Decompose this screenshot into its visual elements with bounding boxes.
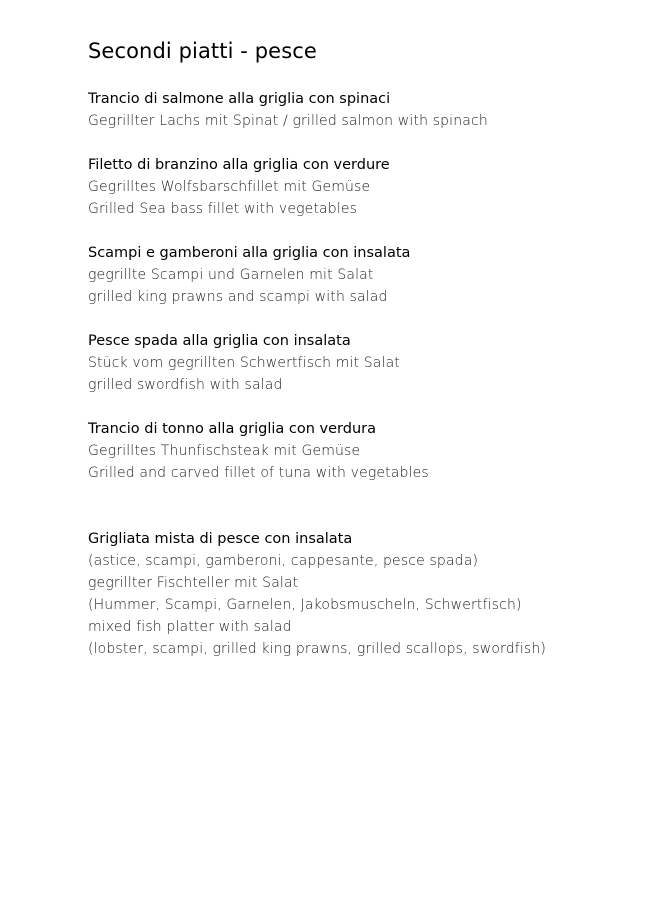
dish-description: Grilled and carved fillet of tuna with vegetables <box>88 465 429 481</box>
dish-name: Scampi e gamberoni alla griglia con insalata <box>88 245 411 261</box>
menu-item <box>88 330 628 396</box>
dish-description: (lobster, scampi, grilled king prawns, grilled scallops, swordfish) <box>88 641 546 657</box>
dish-description: (Hummer, Scampi, Garnelen, Jakobsmuscheln, Schwertfisch) <box>88 597 522 613</box>
dish-description: (astice, scampi, gamberoni, cappesante, pesce spada) <box>88 553 479 569</box>
menu-item <box>88 88 628 132</box>
menu-item <box>88 242 628 308</box>
dish-description: Gegrilltes Wolfsbarschfillet mit Gemüse <box>88 179 371 195</box>
menu-item <box>88 528 628 660</box>
menu-item <box>88 154 628 220</box>
dish-description: grilled king prawns and scampi with salad <box>88 289 388 305</box>
page-title: Secondi piatti - pesce <box>88 39 317 63</box>
dish-name: Trancio di tonno alla griglia con verdura <box>88 421 376 437</box>
dish-description: grilled swordfish with salad <box>88 377 283 393</box>
dish-description: gegrillter Fischteller mit Salat <box>88 575 299 591</box>
menu-item <box>88 418 628 484</box>
dish-description: Gegrillter Lachs mit Spinat / grilled salmon with spinach <box>88 113 488 129</box>
dish-name: Trancio di salmone alla griglia con spinaci <box>88 91 391 107</box>
dish-description: Gegrilltes Thunfischsteak mit Gemüse <box>88 443 361 459</box>
dish-description: mixed fish platter with salad <box>88 619 292 635</box>
dish-description: Grilled Sea bass fillet with vegetables <box>88 201 358 217</box>
menu-content <box>88 36 628 682</box>
dish-description: Stück vom gegrillten Schwertfisch mit Salat <box>88 355 400 371</box>
dish-name: Pesce spada alla griglia con insalata <box>88 333 351 349</box>
dish-name: Grigliata mista di pesce con insalata <box>88 531 353 547</box>
dish-description: gegrillte Scampi und Garnelen mit Salat <box>88 267 374 283</box>
dish-name: Filetto di branzino alla griglia con verdure <box>88 157 390 173</box>
